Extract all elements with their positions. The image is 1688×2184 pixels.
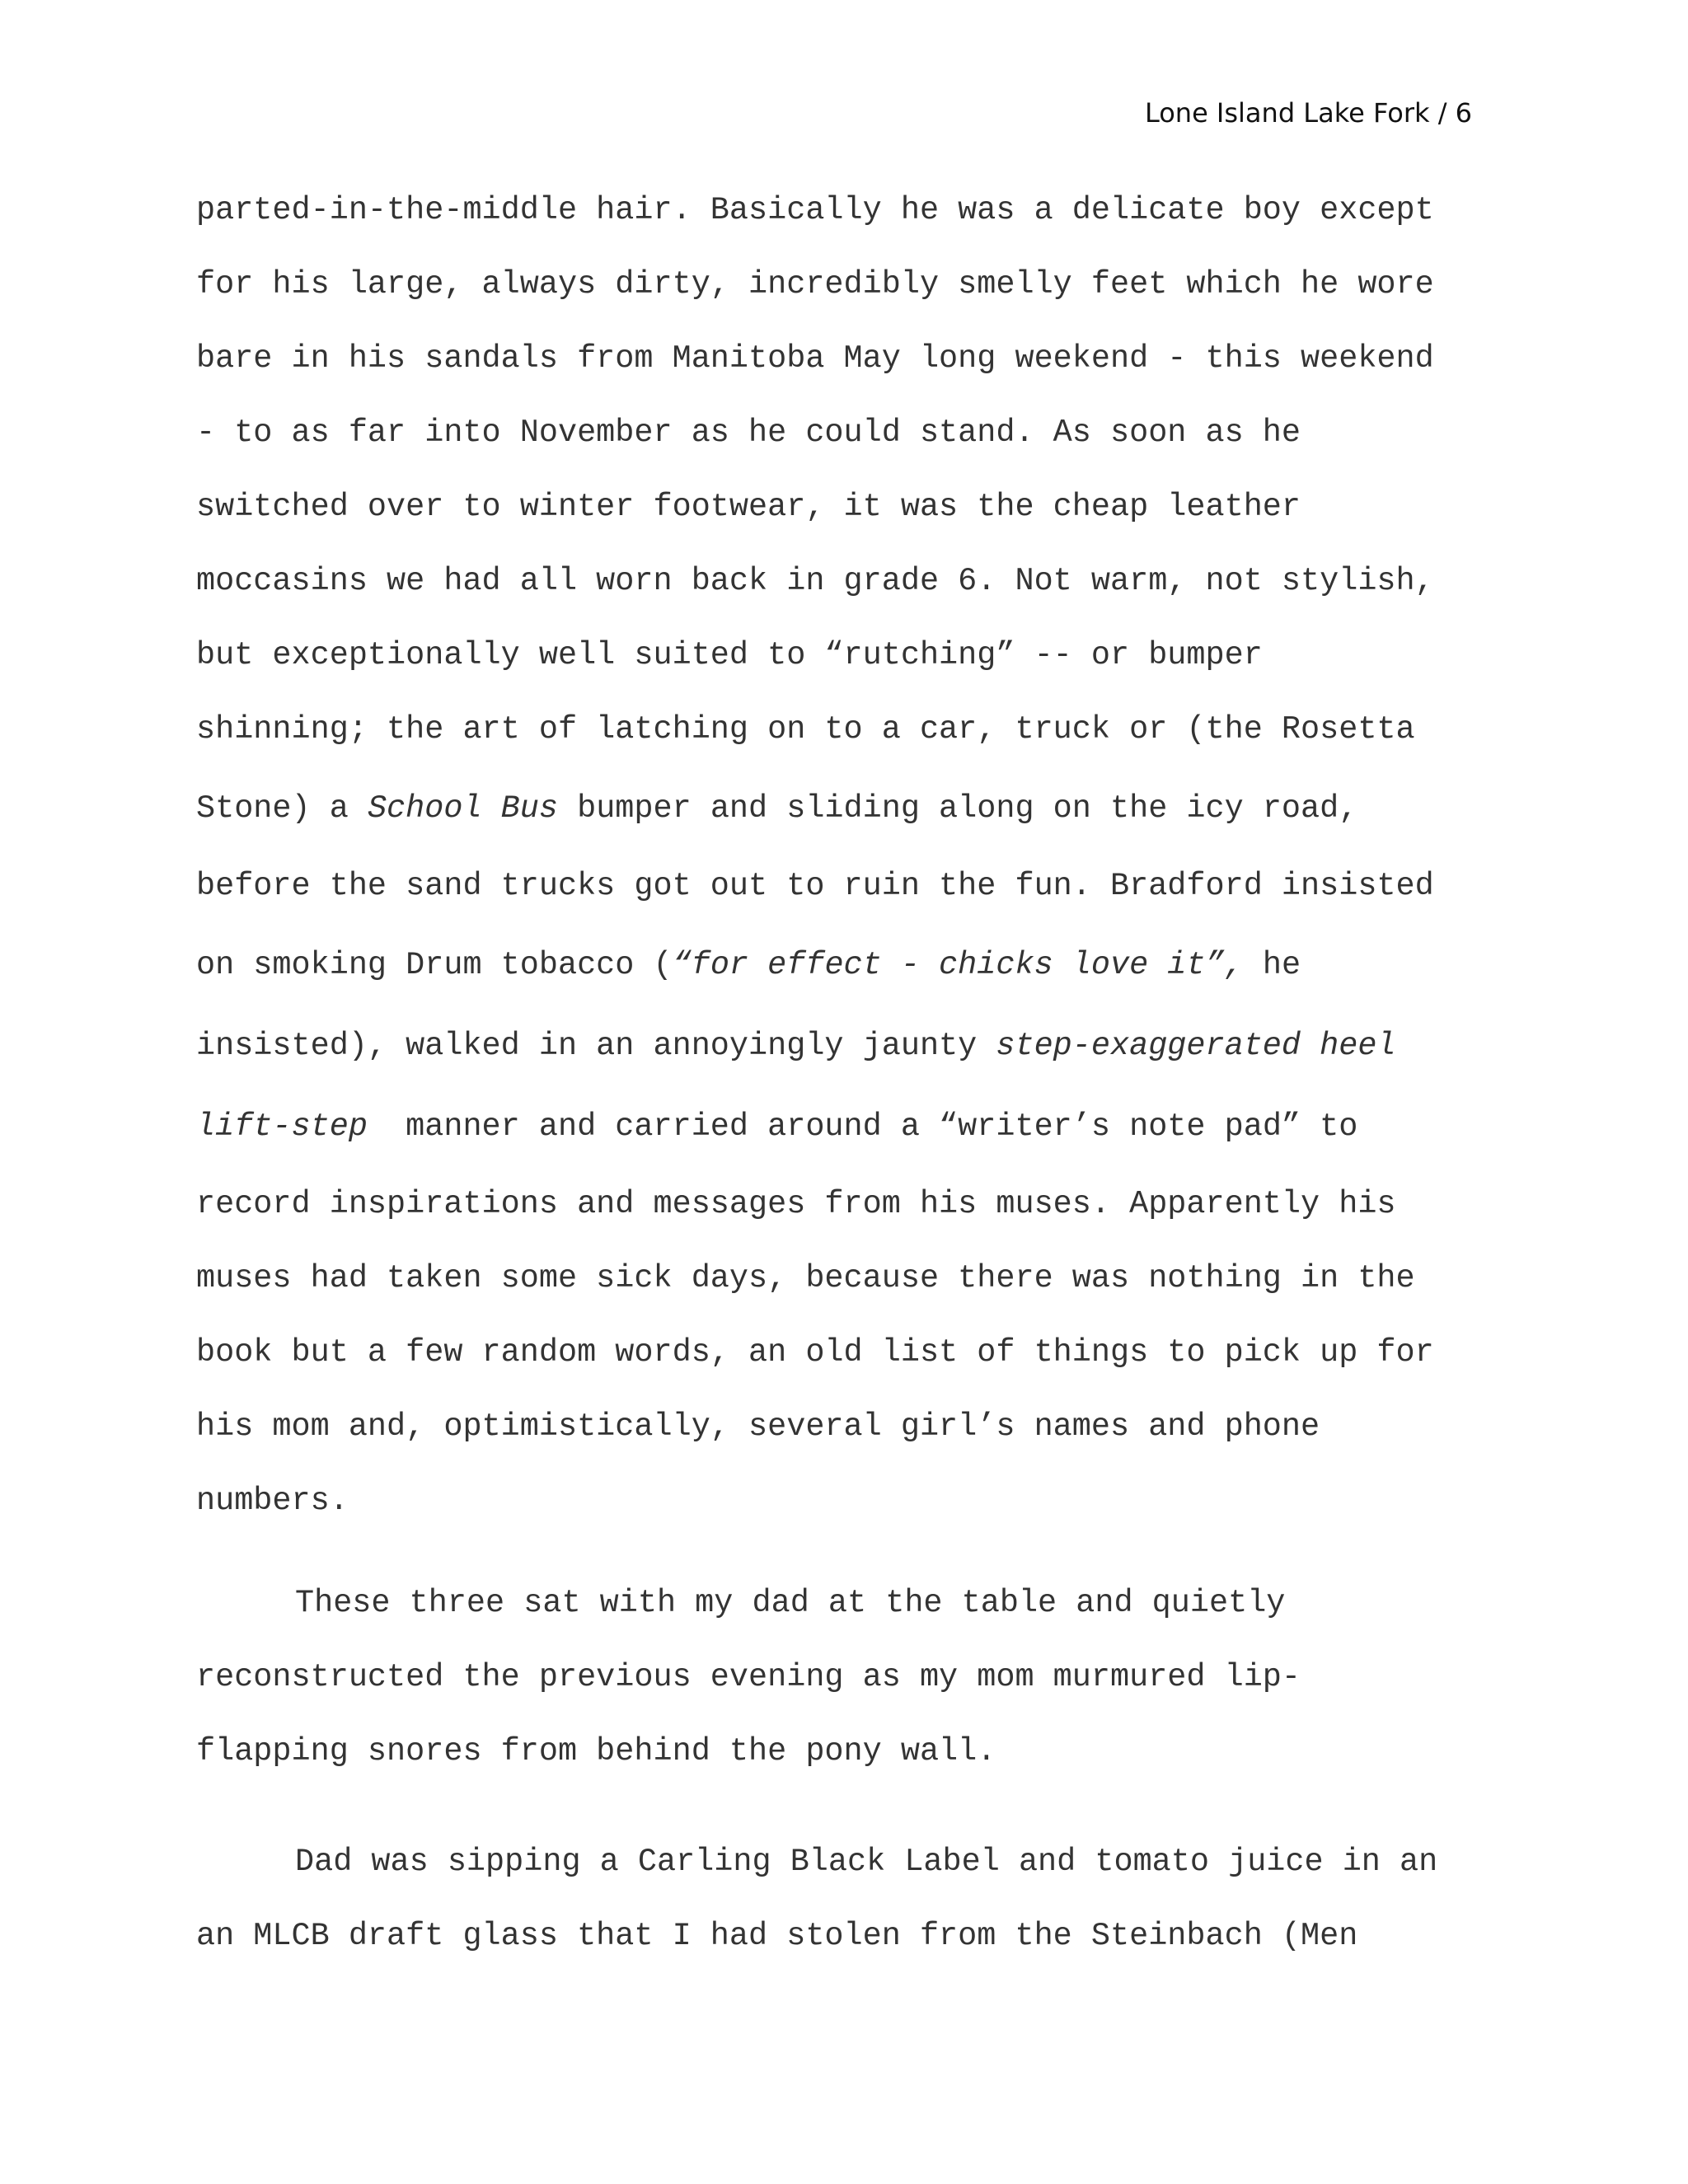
italic-text: lift-step [196,1108,368,1145]
text-run: on smoking Drum tobacco ( [196,947,673,983]
italic-text: “for effect - chicks love it”, [672,947,1244,983]
body-line [196,1108,1358,1145]
body-line: muses had taken some sick days, because there was nothing in the [196,1260,1415,1296]
body-line: an MLCB draft glass that I had stolen from the Steinbach (Men [196,1918,1358,1954]
italic-text: step-exaggerated heel [996,1028,1396,1064]
text-run: bumper and sliding along on the icy road, [557,790,1358,827]
body-line: - to as far into November as he could stand. As soon as he [196,415,1301,451]
body-line: reconstructed the previous evening as my mom murmured lip- [196,1659,1301,1695]
body-line: These three sat with my dad at the table and quietly [295,1585,1286,1621]
body-line: but exceptionally well suited to “rutching” -- or bumper [196,637,1263,673]
body-line: his mom and, optimistically, several girl’s names and phone [196,1408,1320,1445]
body-line: moccasins we had all worn back in grade 6. Not warm, not stylish, [196,563,1434,599]
body-line: flapping snores from behind the pony wall. [196,1733,996,1769]
body-line [196,949,1301,982]
text-run: he [1243,947,1301,983]
body-line: record inspirations and messages from his muses. Apparently his [196,1186,1396,1222]
body-line: before the sand trucks got out to ruin the fun. Bradford insisted [196,868,1434,904]
body-line: for his large, always dirty, incredibly smelly feet which he wore [196,266,1434,302]
body-line: bare in his sandals from Manitoba May long weekend - this weekend [196,340,1434,377]
body-line: parted-in-the-middle hair. Basically he was a delicate boy except [196,192,1434,228]
page-header: Lone Island Lake Fork / 6 [1144,97,1472,129]
body-line: numbers. [196,1483,349,1519]
body-line: Dad was sipping a Carling Black Label and tomato juice in an [295,1844,1438,1880]
text-run: Stone) a [196,790,368,827]
body-line [196,790,1358,827]
body-line: shinning; the art of latching on to a car, truck or (the Rosetta [196,711,1415,748]
text-run: manner and carried around a “writer’s note pad” to [367,1108,1358,1145]
body-line: switched over to winter footwear, it was the cheap leather [196,489,1301,525]
body-line: book but a few random words, an old list of things to pick up for [196,1334,1434,1371]
body-line [196,1030,1396,1062]
italic-text: School Bus [367,790,558,827]
text-run: insisted), walked in an annoyingly jaunty [196,1028,996,1064]
